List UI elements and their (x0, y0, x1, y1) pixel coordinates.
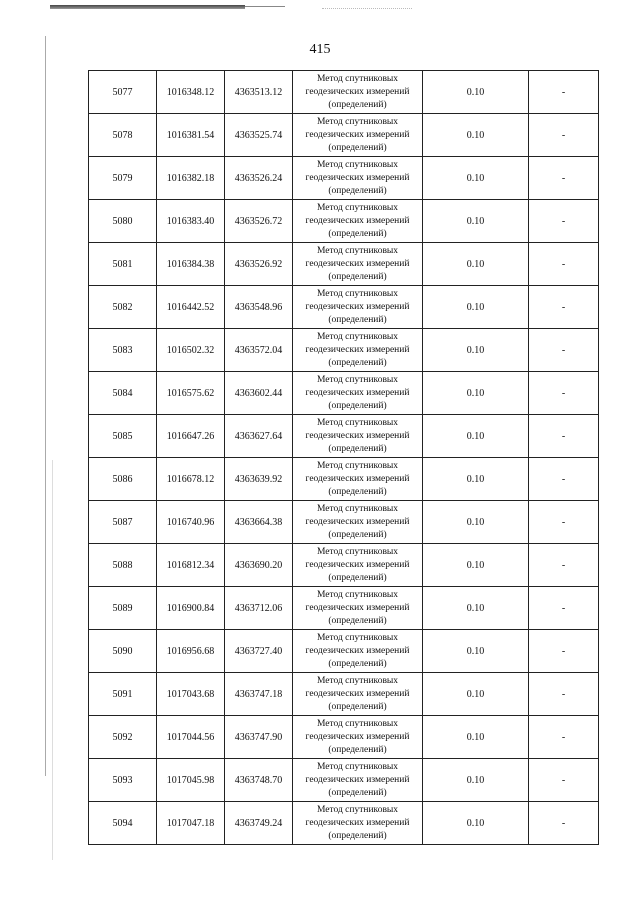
accuracy-cell: 0.10 (423, 587, 529, 630)
method-text-line: геодезических измерений (305, 817, 410, 828)
note-cell: - (529, 630, 599, 673)
table-row (89, 71, 599, 114)
method-text-line: Метод спутниковых (316, 503, 399, 514)
method-text-line: геодезических измерений (305, 774, 410, 785)
method-text-line: геодезических измерений (305, 258, 410, 269)
table-row (89, 372, 599, 415)
scan-artifact-top-rule (50, 5, 245, 9)
note-cell: - (529, 458, 599, 501)
method-text-line: (определений) (328, 228, 387, 239)
accuracy-cell: 0.10 (423, 802, 529, 845)
accuracy-cell: 0.10 (423, 157, 529, 200)
note-cell: - (529, 544, 599, 587)
y-coordinate-cell: 4363513.12 (225, 71, 293, 114)
method-text-line: Метод спутниковых (316, 546, 399, 557)
x-coordinate-cell: 1016442.52 (157, 286, 225, 329)
method-text-line: Метод спутниковых (316, 116, 399, 127)
note-cell: - (529, 200, 599, 243)
coordinates-table (88, 70, 599, 845)
point-id-cell: 5091 (89, 673, 157, 716)
y-coordinate-cell: 4363748.70 (225, 759, 293, 802)
method-cell (293, 458, 423, 501)
table-row (89, 329, 599, 372)
note-cell: - (529, 716, 599, 759)
method-text-line: Метод спутниковых (316, 245, 399, 256)
y-coordinate-cell: 4363526.24 (225, 157, 293, 200)
method-text-line: (определений) (328, 658, 387, 669)
point-id-cell: 5088 (89, 544, 157, 587)
table-row (89, 716, 599, 759)
accuracy-cell: 0.10 (423, 372, 529, 415)
table-row (89, 544, 599, 587)
x-coordinate-cell: 1016348.12 (157, 71, 225, 114)
y-coordinate-cell: 4363525.74 (225, 114, 293, 157)
x-coordinate-cell: 1017043.68 (157, 673, 225, 716)
method-text-line: геодезических измерений (305, 688, 410, 699)
method-text-line: геодезических измерений (305, 645, 410, 656)
note-cell: - (529, 802, 599, 845)
method-text-line: геодезических измерений (305, 516, 410, 527)
point-id-cell: 5087 (89, 501, 157, 544)
method-text-line: Метод спутниковых (316, 589, 399, 600)
method-cell (293, 415, 423, 458)
method-cell (293, 372, 423, 415)
method-text-line: геодезических измерений (305, 344, 410, 355)
accuracy-cell: 0.10 (423, 71, 529, 114)
table-row (89, 415, 599, 458)
point-id-cell: 5083 (89, 329, 157, 372)
accuracy-cell: 0.10 (423, 759, 529, 802)
method-text-line: (определений) (328, 830, 387, 841)
method-text-line: Метод спутниковых (316, 460, 399, 471)
x-coordinate-cell: 1016382.18 (157, 157, 225, 200)
method-text-line: геодезических измерений (305, 215, 410, 226)
y-coordinate-cell: 4363526.72 (225, 200, 293, 243)
x-coordinate-cell: 1017047.18 (157, 802, 225, 845)
scan-artifact-left-edge-faint (52, 460, 53, 860)
method-cell (293, 544, 423, 587)
note-cell: - (529, 759, 599, 802)
accuracy-cell: 0.10 (423, 630, 529, 673)
table-row (89, 157, 599, 200)
method-text-line: (определений) (328, 701, 387, 712)
x-coordinate-cell: 1016740.96 (157, 501, 225, 544)
x-coordinate-cell: 1016647.26 (157, 415, 225, 458)
note-cell: - (529, 673, 599, 716)
note-cell: - (529, 243, 599, 286)
scan-artifact-left-edge (45, 36, 46, 776)
y-coordinate-cell: 4363526.92 (225, 243, 293, 286)
method-cell (293, 71, 423, 114)
accuracy-cell: 0.10 (423, 114, 529, 157)
page-number: 415 (309, 42, 331, 57)
table-row (89, 587, 599, 630)
method-text-line: Метод спутниковых (316, 675, 399, 686)
table-row (89, 673, 599, 716)
x-coordinate-cell: 1016812.34 (157, 544, 225, 587)
x-coordinate-cell: 1016502.32 (157, 329, 225, 372)
point-id-cell: 5085 (89, 415, 157, 458)
note-cell: - (529, 372, 599, 415)
method-text-line: (определений) (328, 99, 387, 110)
note-cell: - (529, 501, 599, 544)
method-cell (293, 630, 423, 673)
table-row (89, 501, 599, 544)
accuracy-cell: 0.10 (423, 200, 529, 243)
scan-artifact-top-rule-thin (245, 6, 285, 7)
method-text-line: геодезических измерений (305, 172, 410, 183)
note-cell: - (529, 329, 599, 372)
y-coordinate-cell: 4363747.18 (225, 673, 293, 716)
method-text-line: (определений) (328, 572, 387, 583)
y-coordinate-cell: 4363712.06 (225, 587, 293, 630)
method-cell (293, 243, 423, 286)
x-coordinate-cell: 1016381.54 (157, 114, 225, 157)
note-cell: - (529, 415, 599, 458)
method-text-line: Метод спутниковых (316, 331, 399, 342)
point-id-cell: 5077 (89, 71, 157, 114)
point-id-cell: 5089 (89, 587, 157, 630)
accuracy-cell: 0.10 (423, 243, 529, 286)
y-coordinate-cell: 4363639.92 (225, 458, 293, 501)
y-coordinate-cell: 4363627.64 (225, 415, 293, 458)
table-row (89, 200, 599, 243)
method-text-line: Метод спутниковых (316, 718, 399, 729)
method-text-line: (определений) (328, 744, 387, 755)
point-id-cell: 5081 (89, 243, 157, 286)
method-text-line: геодезических измерений (305, 86, 410, 97)
x-coordinate-cell: 1016678.12 (157, 458, 225, 501)
method-cell (293, 329, 423, 372)
method-text-line: (определений) (328, 400, 387, 411)
method-cell (293, 802, 423, 845)
method-text-line: Метод спутниковых (316, 202, 399, 213)
accuracy-cell: 0.10 (423, 415, 529, 458)
accuracy-cell: 0.10 (423, 673, 529, 716)
point-id-cell: 5090 (89, 630, 157, 673)
method-text-line: геодезических измерений (305, 301, 410, 312)
method-text-line: (определений) (328, 443, 387, 454)
point-id-cell: 5082 (89, 286, 157, 329)
coordinates-table-body (89, 71, 599, 845)
point-id-cell: 5094 (89, 802, 157, 845)
point-id-cell: 5078 (89, 114, 157, 157)
x-coordinate-cell: 1016900.84 (157, 587, 225, 630)
method-text-line: Метод спутниковых (316, 804, 399, 815)
point-id-cell: 5093 (89, 759, 157, 802)
method-text-line: геодезических измерений (305, 430, 410, 441)
method-text-line: Метод спутниковых (316, 761, 399, 772)
accuracy-cell: 0.10 (423, 544, 529, 587)
method-text-line: Метод спутниковых (316, 632, 399, 643)
point-id-cell: 5079 (89, 157, 157, 200)
note-cell: - (529, 114, 599, 157)
y-coordinate-cell: 4363548.96 (225, 286, 293, 329)
method-cell (293, 716, 423, 759)
y-coordinate-cell: 4363747.90 (225, 716, 293, 759)
method-text-line: (определений) (328, 357, 387, 368)
point-id-cell: 5086 (89, 458, 157, 501)
table-row (89, 630, 599, 673)
method-cell (293, 286, 423, 329)
accuracy-cell: 0.10 (423, 458, 529, 501)
method-text-line: геодезических измерений (305, 387, 410, 398)
accuracy-cell: 0.10 (423, 329, 529, 372)
note-cell: - (529, 71, 599, 114)
y-coordinate-cell: 4363602.44 (225, 372, 293, 415)
method-cell (293, 157, 423, 200)
table-row (89, 286, 599, 329)
method-cell (293, 759, 423, 802)
accuracy-cell: 0.10 (423, 286, 529, 329)
accuracy-cell: 0.10 (423, 716, 529, 759)
table-row (89, 802, 599, 845)
method-text-line: геодезических измерений (305, 731, 410, 742)
method-cell (293, 501, 423, 544)
x-coordinate-cell: 1017045.98 (157, 759, 225, 802)
method-text-line: Метод спутниковых (316, 159, 399, 170)
point-id-cell: 5080 (89, 200, 157, 243)
method-text-line: Метод спутниковых (316, 374, 399, 385)
y-coordinate-cell: 4363664.38 (225, 501, 293, 544)
y-coordinate-cell: 4363572.04 (225, 329, 293, 372)
method-text-line: геодезических измерений (305, 559, 410, 570)
method-cell (293, 673, 423, 716)
table-row (89, 759, 599, 802)
x-coordinate-cell: 1016575.62 (157, 372, 225, 415)
method-cell (293, 114, 423, 157)
method-text-line: (определений) (328, 615, 387, 626)
method-text-line: (определений) (328, 185, 387, 196)
method-text-line: геодезических измерений (305, 129, 410, 140)
note-cell: - (529, 157, 599, 200)
method-text-line: (определений) (328, 486, 387, 497)
table-row (89, 243, 599, 286)
x-coordinate-cell: 1016384.38 (157, 243, 225, 286)
accuracy-cell: 0.10 (423, 501, 529, 544)
x-coordinate-cell: 1017044.56 (157, 716, 225, 759)
y-coordinate-cell: 4363690.20 (225, 544, 293, 587)
method-text-line: геодезических измерений (305, 473, 410, 484)
method-text-line: (определений) (328, 142, 387, 153)
y-coordinate-cell: 4363727.40 (225, 630, 293, 673)
y-coordinate-cell: 4363749.24 (225, 802, 293, 845)
method-text-line: геодезических измерений (305, 602, 410, 613)
method-cell (293, 200, 423, 243)
method-text-line: Метод спутниковых (316, 417, 399, 428)
point-id-cell: 5084 (89, 372, 157, 415)
method-text-line: (определений) (328, 271, 387, 282)
method-text-line: Метод спутниковых (316, 73, 399, 84)
method-cell (293, 587, 423, 630)
note-cell: - (529, 587, 599, 630)
table-row (89, 458, 599, 501)
note-cell: - (529, 286, 599, 329)
method-text-line: Метод спутниковых (316, 288, 399, 299)
x-coordinate-cell: 1016956.68 (157, 630, 225, 673)
method-text-line: (определений) (328, 314, 387, 325)
x-coordinate-cell: 1016383.40 (157, 200, 225, 243)
method-text-line: (определений) (328, 529, 387, 540)
point-id-cell: 5092 (89, 716, 157, 759)
scan-artifact-faint-marks (322, 8, 412, 17)
method-text-line: (определений) (328, 787, 387, 798)
table-row (89, 114, 599, 157)
